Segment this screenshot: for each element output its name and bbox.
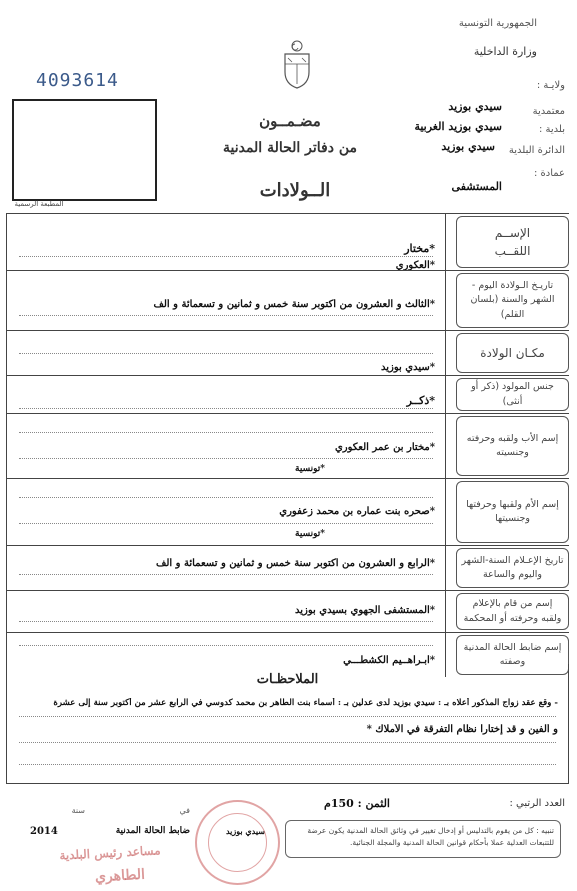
stamp-text-2: الطاهري <box>94 866 146 886</box>
births-title: الــولادات <box>259 180 331 201</box>
photo-box <box>12 99 157 201</box>
declaration-date-value: الرابع و العشرون من أكتوبر سنة خمس و ثمانين و تسعمائة و ألف* <box>156 558 435 569</box>
municipality-value: سيدي بوزيد الغربية <box>414 120 502 133</box>
officer-label: إسم ضابط الحالة المدنية وصفته <box>456 635 569 675</box>
delegation-value: سيدي بوزيد <box>448 100 502 113</box>
sex-label: جنس المولود (ذكر أو أنثى) <box>456 378 569 411</box>
row-sex <box>6 375 569 413</box>
row-birth-date <box>6 270 569 330</box>
legal-warning: تنبيه : كل من يقوم بالتدليس أو إدخال تغيير في وثائق الحالة المدنية يكون عرضة للتتبعات العدلية عملا بأحكام قوانين الحالة المدنية والمجلة الجنائية. <box>285 820 561 858</box>
ministry-label: وزارة الداخلية <box>473 45 537 58</box>
year-value: 2014 <box>30 826 58 837</box>
name-label-box <box>456 216 569 268</box>
district-value: سيدي بوزيد <box>441 140 495 153</box>
row-birth-place <box>6 330 569 375</box>
serial-number: 4093614 <box>36 70 119 91</box>
price-label: الثمن : 150م <box>324 797 390 810</box>
birth-date-value: الثالث و العشرون من أكتوبر سنة خمس و ثمانين و تسعمائة و ألف* <box>153 299 435 310</box>
wilaya-label: ولايـة : <box>536 80 565 91</box>
delegation-label: معتمدية <box>532 106 565 117</box>
father-value-cell <box>6 414 446 478</box>
first-name-label: الإســم <box>494 226 531 240</box>
birth-date-label: تاريـخ الـولادة اليوم - الشهر والسنة (بلسان القلم) <box>456 273 569 328</box>
birth-place-label: مكـان الولادة <box>456 333 569 373</box>
father-label: إسم الأب ولقبه وحرفته وجنسيته <box>456 416 569 476</box>
last-name-value: العكوري* <box>395 260 435 271</box>
record-table <box>6 213 569 667</box>
year-label: سنة <box>71 806 85 815</box>
imada-label: عمادة : <box>533 168 565 179</box>
notes-line-1: - وقع عقد زواج المذكور أعلاه بـ : سيدي بوزيد لدى عدلين بـ : أسماء بنت الطاهر بن محمد كدوسي في الرابع عشر من أكتوبر سنة إلى عشرة <box>53 698 558 708</box>
name-value-cell <box>6 214 446 270</box>
sex-value: ذكــر* <box>406 394 435 407</box>
father-value: مختار بن عمر العكوري* <box>334 442 435 453</box>
officer-signature-label: ضابط الحالة المدنية <box>115 826 190 836</box>
municipality-label: بلدية : <box>538 124 565 135</box>
imada-value: المستشفى <box>451 180 502 193</box>
row-declaration-date <box>6 545 569 590</box>
officer-value: ابـراهــيم الكشطـــي* <box>343 655 435 666</box>
row-mother <box>6 478 569 545</box>
notes-title: الملاحظـات <box>256 672 319 687</box>
last-name-label: اللقــب <box>494 244 531 258</box>
father-nationality: تونسية* <box>295 464 325 474</box>
declarant-value-cell <box>6 591 446 632</box>
declarant-label: إسم من قام بالإعلام ولقبه وحرفته أو المحكمة <box>456 593 569 630</box>
mother-nationality: تونسية* <box>295 529 325 539</box>
birth-date-value-cell <box>6 271 446 330</box>
row-name <box>6 213 569 270</box>
notes-section <box>6 664 569 784</box>
notes-line-2: و ألفين و قد إختارا نظام التفرقة في الأملاك * <box>366 724 558 735</box>
official-stamp-inner <box>208 813 267 872</box>
signature-place: سيدي بوزيد <box>225 826 265 836</box>
serial-order-label: العدد الرتبي : <box>509 798 565 809</box>
in-label: في <box>179 806 190 815</box>
birth-place-value-cell <box>6 331 446 375</box>
title-line2: من دفاتر الحالة المدنية <box>222 140 358 156</box>
mother-label: إسم الأم ولقبها وحرفتها وجنسيتها <box>456 481 569 543</box>
birth-place-value: سيدي بوزيد* <box>381 362 435 373</box>
declarant-value: المستشفى الجهوي بسيدي بوزيد* <box>294 605 435 616</box>
sex-value-cell <box>6 376 446 413</box>
stamp-text-1: مساعد رئيس البلدية <box>59 843 161 863</box>
coat-of-arms-emblem <box>280 38 314 94</box>
first-name-value: مختار* <box>404 242 435 255</box>
official-press-label: المطبعة الرسمية <box>14 200 64 208</box>
republic-label: الجمهورية التونسية <box>458 18 537 29</box>
title-line1: مضـمــون <box>259 112 321 130</box>
mother-value: صحره بنت عماره بن محمد زعفوري* <box>279 506 435 517</box>
declaration-date-value-cell <box>6 546 446 590</box>
row-father <box>6 413 569 478</box>
district-label: الدائرة البلدية <box>508 145 565 156</box>
mother-value-cell <box>6 479 446 545</box>
declaration-date-label: تاريخ الإعـلام السنة-الشهر واليوم والساعة <box>456 548 569 588</box>
row-declarant <box>6 590 569 632</box>
